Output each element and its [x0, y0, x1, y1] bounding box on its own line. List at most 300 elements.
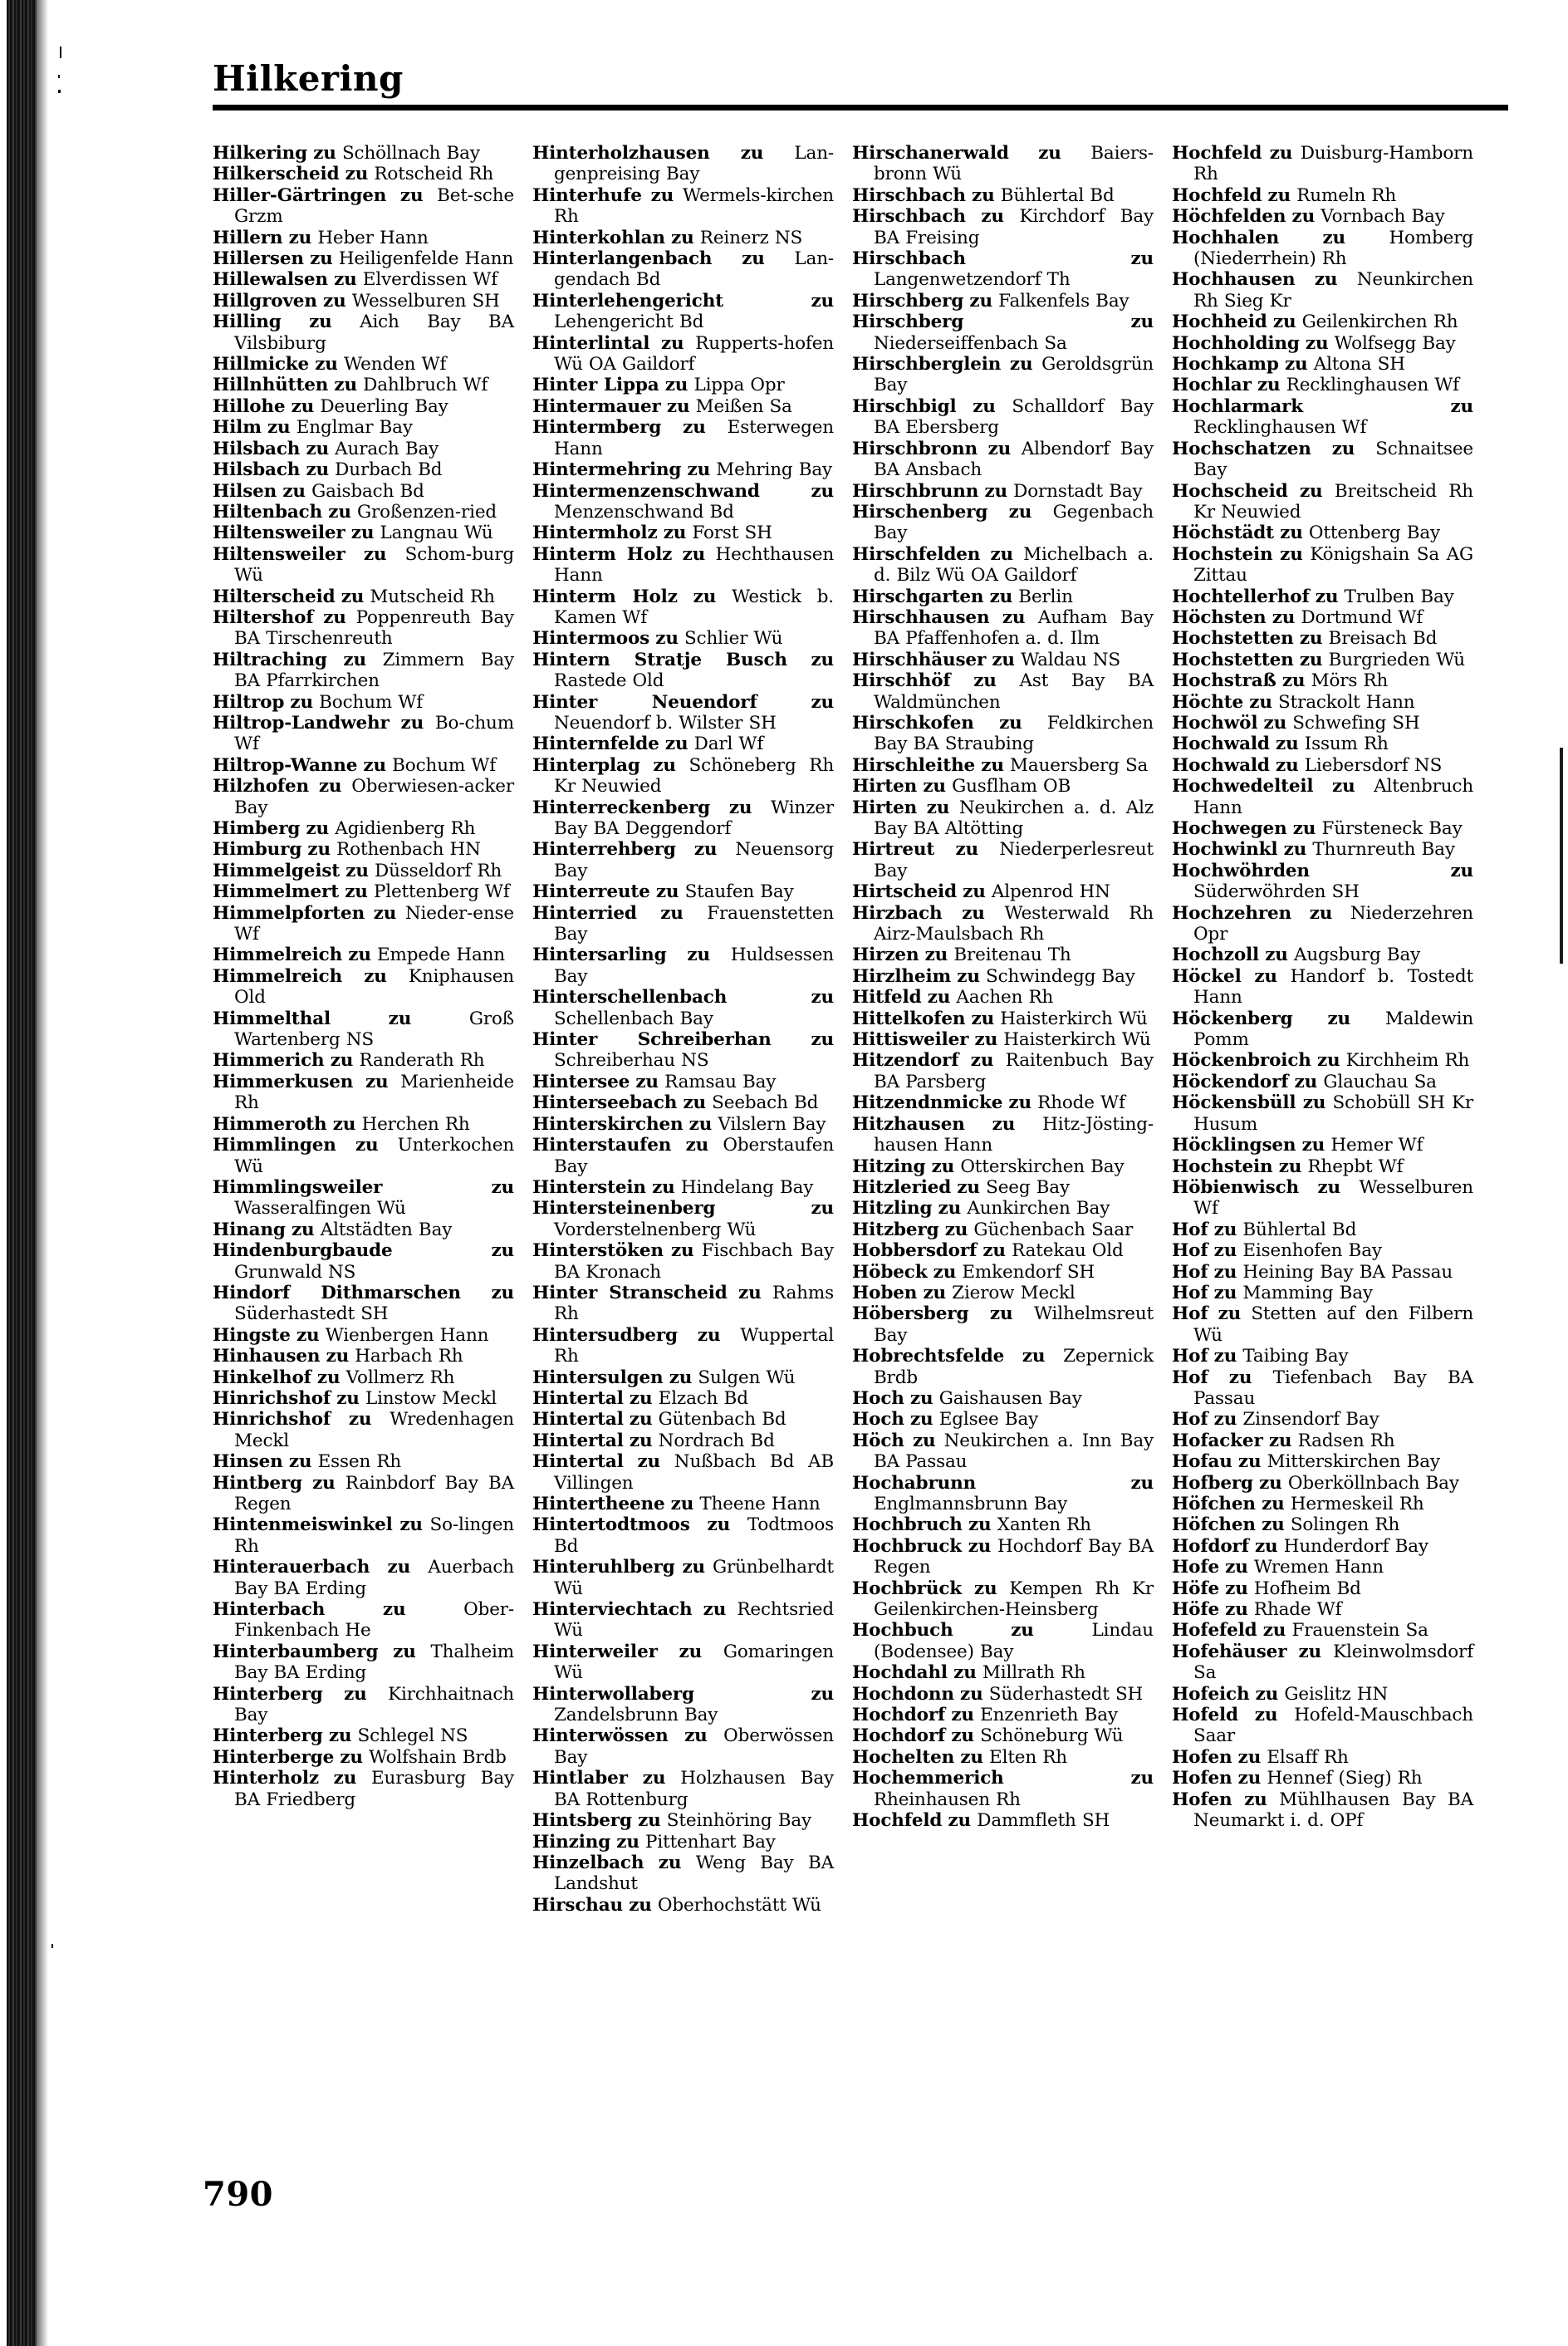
- entry-target: Steinhöring Bay: [666, 1810, 812, 1832]
- entry-relation-word: zu: [400, 712, 424, 734]
- entry-relation-word: zu: [683, 1092, 706, 1114]
- entry-headword: Hintermoos: [532, 628, 650, 650]
- entry-target: Neukirchen a. Inn Bay BA Passau: [874, 1430, 1154, 1473]
- entry-relation-word: zu: [334, 375, 357, 396]
- entry-target: Holzhausen Bay BA Rottenburg: [554, 1768, 835, 1810]
- entry-relation-word: zu: [1218, 1303, 1242, 1325]
- entry-target: Stetten auf den Filbern Wü: [1193, 1303, 1474, 1346]
- entry-relation-word: zu: [1130, 312, 1154, 333]
- entry-headword: Höfchen: [1172, 1494, 1256, 1514]
- entry-headword: Hinter Schreiberhan: [532, 1029, 772, 1051]
- entry-target: Aich Bay BA Vilsbiburg: [234, 312, 514, 354]
- index-entry: [532, 1684, 834, 1726]
- index-entry: [532, 185, 834, 228]
- entry-headword: Hofacker: [1172, 1430, 1263, 1451]
- index-entry: [1172, 1705, 1473, 1747]
- index-entry: [532, 692, 834, 734]
- index-entry: [213, 228, 514, 248]
- entry-target: Wesselburen SH: [351, 290, 500, 312]
- entry-relation-word: zu: [1299, 649, 1323, 670]
- index-entry: [1172, 1747, 1473, 1768]
- entry-target: Lan-gendach Bd: [554, 248, 835, 291]
- entry-target: Pittenhart Bay: [645, 1831, 776, 1853]
- entry-headword: Hirschbach: [852, 248, 966, 270]
- entry-headword: Hinterried: [532, 902, 637, 924]
- entry-headword: Hochdorf: [852, 1725, 946, 1747]
- entry-relation-word: zu: [323, 606, 346, 628]
- entry-relation-word: zu: [1309, 902, 1333, 924]
- entry-relation-word: zu: [909, 1387, 933, 1409]
- index-entry: [532, 544, 834, 586]
- index-entry: [213, 1135, 514, 1177]
- entry-target: Wremen Hann: [1253, 1557, 1384, 1578]
- entry-headword: Höbienwisch: [1172, 1176, 1300, 1198]
- entry-target: Schwindegg Bay: [986, 965, 1135, 987]
- index-entry: [1172, 903, 1473, 945]
- index-entry: [1172, 755, 1473, 776]
- entry-target: Meißen Sa: [695, 395, 792, 417]
- index-entry: [1172, 1135, 1473, 1156]
- header-rule: [213, 105, 1508, 110]
- entry-headword: Hintsberg: [532, 1810, 632, 1832]
- entry-headword: Hinterskirchen: [532, 1113, 684, 1135]
- entry-target: Waldau NS: [1021, 649, 1120, 670]
- entry-relation-word: zu: [388, 1008, 412, 1029]
- index-entry: [1172, 1431, 1473, 1451]
- index-entry: [1172, 375, 1473, 395]
- entry-relation-word: zu: [1130, 1472, 1154, 1494]
- entry-headword: Hitzhausen: [852, 1113, 965, 1135]
- entry-relation-word: zu: [326, 1346, 350, 1367]
- entry-target: Breisach Bd: [1328, 628, 1438, 650]
- entry-relation-word: zu: [951, 1705, 974, 1726]
- entry-target: Rheinhausen Rh: [874, 1789, 1021, 1810]
- entry-headword: Hof: [1172, 1367, 1208, 1388]
- index-entry: [532, 143, 834, 185]
- index-entry: [852, 1388, 1154, 1409]
- entry-headword: Höfchen: [1172, 1514, 1256, 1536]
- entry-headword: Hirzbach: [852, 902, 943, 924]
- index-entry: [1172, 776, 1473, 818]
- index-entry: [1172, 1642, 1473, 1684]
- entry-relation-word: zu: [1302, 1092, 1326, 1114]
- entry-relation-word: zu: [652, 1176, 675, 1198]
- entry-target: Dahlbruch Wf: [363, 375, 488, 396]
- index-entry: [1172, 1303, 1473, 1346]
- entry-target: Auerbach Bay BA Erding: [234, 1557, 515, 1599]
- entry-target: Schnaitsee Bay: [1193, 438, 1473, 481]
- index-entry: [213, 185, 514, 228]
- entry-relation-word: zu: [267, 417, 291, 439]
- entry-target: Mauersberg Sa: [1010, 754, 1149, 776]
- entry-target: Altstädten Bay: [320, 1219, 453, 1240]
- entry-relation-word: zu: [345, 860, 369, 881]
- entry-headword: Hirschleithe: [852, 754, 976, 776]
- entry-relation-word: zu: [1450, 395, 1473, 417]
- entry-relation-word: zu: [1225, 1578, 1248, 1599]
- entry-headword: Hirschanerwald: [852, 143, 1009, 164]
- entry-relation-word: zu: [387, 1557, 411, 1578]
- index-entry: [213, 776, 514, 818]
- scan-gutter-shadow: [37, 0, 48, 2346]
- index-entry: [1172, 544, 1473, 586]
- entry-target: Gomaringen Wü: [554, 1641, 834, 1684]
- index-entry: [852, 1662, 1154, 1683]
- entry-target: Wasseralfingen Wü: [234, 1198, 406, 1220]
- index-entry: [852, 903, 1154, 945]
- entry-relation-word: zu: [948, 1810, 972, 1832]
- index-entry: [1172, 1009, 1473, 1051]
- entry-headword: Hirschberg: [852, 312, 964, 333]
- index-entry: [213, 1725, 514, 1746]
- entry-relation-word: zu: [365, 1071, 389, 1092]
- entry-headword: Hiltensweiler: [213, 543, 345, 565]
- entry-headword: Höbersberg: [852, 1303, 969, 1325]
- index-entry: [213, 607, 514, 650]
- entry-headword: Hillewalsen: [213, 269, 328, 291]
- index-entry: [213, 881, 514, 902]
- entry-headword: Hirschhausen: [852, 606, 990, 628]
- index-entry: [1172, 396, 1473, 439]
- entry-target: Gusflham OB: [952, 776, 1071, 798]
- index-entry: [532, 396, 834, 417]
- entry-target: Altona SH: [1313, 354, 1405, 375]
- index-entry: [532, 755, 834, 798]
- entry-relation-word: zu: [1276, 734, 1299, 755]
- index-entry: [213, 1768, 514, 1810]
- index-entry: [1172, 1367, 1473, 1410]
- entry-target: Elsaff Rh: [1267, 1746, 1349, 1768]
- entry-relation-word: zu: [292, 1219, 315, 1240]
- entry-relation-word: zu: [962, 902, 985, 924]
- entry-relation-word: zu: [1269, 143, 1293, 164]
- index-entry: [213, 1599, 514, 1642]
- entry-relation-word: zu: [629, 1387, 653, 1409]
- entry-relation-word: zu: [1316, 1050, 1340, 1072]
- entry-headword: Hinterholz: [213, 1768, 319, 1789]
- entry-headword: Hintersteinenberg: [532, 1198, 716, 1220]
- entry-headword: Hochdahl: [852, 1662, 948, 1684]
- entry-relation-word: zu: [1237, 1451, 1262, 1473]
- entry-headword: Hiltraching: [213, 649, 327, 670]
- entry-target: Elverdissen Wf: [362, 269, 498, 291]
- index-entry: [1172, 1789, 1473, 1832]
- entry-target: Zimmern Bay BA Pfarrkirchen: [234, 649, 515, 692]
- entry-target: Aurach Bay: [335, 438, 439, 459]
- entry-target: Breitscheid Rh Kr Neuwied: [1193, 480, 1473, 523]
- entry-headword: Hinsen: [213, 1451, 283, 1473]
- entry-target: Schöneburg Wü: [980, 1725, 1124, 1747]
- entry-headword: Hirschbrunn: [852, 480, 979, 502]
- index-entry: [852, 1514, 1154, 1535]
- entry-headword: Höckenberg: [1172, 1008, 1293, 1029]
- entry-target: Bo-chum Wf: [234, 712, 514, 755]
- entry-headword: Höfe: [1172, 1599, 1219, 1621]
- index-entry: [1172, 1262, 1473, 1283]
- entry-target: Otterskirchen Bay: [960, 1156, 1125, 1177]
- index-entry: [532, 1114, 834, 1135]
- entry-relation-word: zu: [664, 375, 688, 396]
- entry-relation-word: zu: [1294, 1071, 1318, 1092]
- entry-headword: Hirten: [852, 797, 918, 818]
- entry-headword: Hiltrop: [213, 691, 285, 713]
- index-entry: [213, 439, 514, 459]
- entry-relation-word: zu: [635, 1071, 659, 1092]
- index-entry: [1172, 734, 1473, 754]
- index-entry: [213, 1514, 514, 1557]
- entry-target: Wolfsegg Bay: [1334, 332, 1456, 354]
- entry-relation-word: zu: [290, 691, 313, 713]
- entry-headword: Hinhausen: [213, 1346, 321, 1367]
- entry-target: Groß Wartenberg NS: [234, 1008, 514, 1051]
- entry-relation-word: zu: [909, 1409, 933, 1431]
- index-entry: [213, 1325, 514, 1346]
- entry-relation-word: zu: [288, 227, 312, 248]
- index-entry: [1172, 966, 1473, 1009]
- entry-headword: Hillohe: [213, 395, 286, 417]
- entry-headword: Hintermenzenschwand: [532, 480, 760, 502]
- index-entry: [213, 755, 514, 776]
- entry-relation-word: zu: [1280, 523, 1303, 544]
- entry-relation-word: zu: [1268, 1430, 1292, 1451]
- index-entry: [532, 375, 834, 395]
- entry-relation-word: zu: [968, 1535, 992, 1557]
- index-entry: [213, 861, 514, 881]
- entry-headword: Hindorf Dithmarschen: [213, 1282, 461, 1303]
- entry-target: Mörs Rh: [1311, 670, 1389, 692]
- entry-relation-word: zu: [399, 184, 424, 206]
- entry-headword: Hinterberg: [213, 1725, 323, 1747]
- entry-headword: Hinterkohlan: [532, 227, 665, 248]
- entry-relation-word: zu: [1301, 1135, 1325, 1156]
- entry-target: Hechthausen Hann: [554, 543, 835, 586]
- entry-relation-word: zu: [926, 797, 950, 818]
- entry-relation-word: zu: [1292, 818, 1316, 839]
- entry-relation-word: zu: [1228, 1367, 1252, 1388]
- entry-headword: Hittelkofen: [852, 1008, 966, 1029]
- index-entry: [213, 1367, 514, 1388]
- entry-target: Ober-Finkenbach He: [234, 1599, 515, 1642]
- entry-target: Geroldsgrün Bay: [874, 354, 1154, 396]
- entry-relation-word: zu: [981, 206, 1004, 228]
- entry-target: Grünbelhardt Wü: [554, 1557, 834, 1599]
- index-entry: [532, 1388, 834, 1409]
- entry-headword: Hochelten: [852, 1746, 955, 1768]
- entry-relation-word: zu: [682, 1557, 706, 1578]
- index-entry: [532, 1853, 834, 1895]
- entry-headword: Hinang: [213, 1219, 286, 1240]
- entry-headword: Hirschbronn: [852, 438, 978, 459]
- index-entry: [1172, 1409, 1473, 1430]
- entry-relation-word: zu: [811, 1198, 834, 1220]
- entry-target: Bochum Wf: [319, 691, 424, 713]
- index-entry: [1172, 1599, 1473, 1620]
- entry-target: Xanten Rh: [997, 1514, 1091, 1536]
- entry-relation-word: zu: [973, 395, 996, 417]
- index-entry: [852, 396, 1154, 439]
- entry-relation-word: zu: [666, 395, 690, 417]
- index-column: [1172, 143, 1473, 2137]
- entry-relation-word: zu: [963, 881, 986, 903]
- entry-headword: Hirschberglein: [852, 354, 1002, 375]
- entry-headword: Hochlarmark: [1172, 395, 1304, 417]
- index-entry: [852, 966, 1154, 987]
- entry-relation-word: zu: [491, 1282, 514, 1303]
- index-entry: [213, 1473, 514, 1515]
- entry-target: Menzenschwand Bd: [554, 501, 734, 523]
- entry-relation-word: zu: [1008, 1092, 1031, 1114]
- entry-relation-word: zu: [811, 290, 834, 312]
- entry-target: Schalldorf Bay BA Ebersberg: [874, 395, 1154, 439]
- entry-relation-word: zu: [1009, 354, 1033, 375]
- entry-headword: Hingste: [213, 1324, 291, 1346]
- entry-target: Zandelsbrunn Bay: [554, 1705, 718, 1726]
- scan-speck: [58, 75, 60, 78]
- entry-headword: Hinterplag: [532, 754, 640, 776]
- index-entry: [1172, 1240, 1473, 1261]
- entry-relation-word: zu: [969, 290, 992, 312]
- entry-headword: Hinterviechtach: [532, 1599, 693, 1621]
- entry-relation-word: zu: [957, 1176, 980, 1198]
- entry-target: Schellenbach Bay: [554, 1008, 713, 1029]
- entry-target: Schlegel NS: [357, 1725, 468, 1747]
- index-entry: [1172, 839, 1473, 860]
- entry-target: Schom-burg Wü: [234, 543, 514, 586]
- entry-target: Liebersdorf NS: [1304, 754, 1443, 776]
- entry-relation-word: zu: [1213, 1409, 1237, 1431]
- entry-relation-word: zu: [728, 797, 752, 818]
- entry-target: Reinerz NS: [699, 227, 803, 248]
- entry-target: Rothenbach HN: [336, 839, 481, 861]
- entry-relation-word: zu: [629, 1409, 653, 1431]
- index-entry: [852, 1029, 1154, 1050]
- entry-headword: Hofdorf: [1172, 1535, 1249, 1557]
- index-entry: [213, 1557, 514, 1599]
- entry-relation-word: zu: [655, 628, 679, 650]
- entry-headword: Hirschgarten: [852, 586, 984, 607]
- entry-relation-word: zu: [1257, 375, 1281, 396]
- entry-headword: Hilzhofen: [213, 776, 310, 798]
- entry-target: Frauenstein Sa: [1291, 1620, 1428, 1642]
- index-entry: [532, 1240, 834, 1283]
- entry-headword: Höfe: [1172, 1578, 1219, 1599]
- index-entry: [1172, 945, 1473, 965]
- entry-target: Durbach Bd: [335, 459, 443, 481]
- entry-relation-word: zu: [973, 1578, 997, 1599]
- entry-headword: Hiltrop-Landwehr: [213, 712, 390, 734]
- index-entry: [1172, 206, 1473, 227]
- entry-relation-word: zu: [316, 1367, 341, 1388]
- entry-relation-word: zu: [288, 1451, 312, 1473]
- entry-relation-word: zu: [1265, 945, 1288, 966]
- scan-speck: [1560, 748, 1563, 964]
- index-entry: [852, 502, 1154, 544]
- entry-target: Fischbach Bay BA Kronach: [554, 1240, 834, 1283]
- index-entry: [1172, 1283, 1473, 1303]
- entry-relation-word: zu: [697, 1324, 721, 1346]
- entry-headword: Hirzlheim: [852, 965, 952, 987]
- index-entry: [1172, 1536, 1473, 1557]
- entry-headword: Hinterreckenberg: [532, 797, 711, 818]
- entry-relation-word: zu: [291, 395, 315, 417]
- index-entry: [532, 1557, 834, 1599]
- entry-relation-word: zu: [1327, 1008, 1350, 1029]
- entry-headword: Hindenburgbaude: [213, 1240, 393, 1262]
- entry-relation-word: zu: [629, 1894, 652, 1916]
- entry-target: Enzenrieth Bay: [980, 1705, 1118, 1726]
- entry-target: Aufham Bay BA Pfaffenhofen a. d. Ilm: [874, 606, 1154, 650]
- entry-target: Westerwald Rh Airz-Maulsbach Rh: [874, 902, 1154, 945]
- entry-target: Hitz-Jösting-hausen Hann: [874, 1113, 1154, 1156]
- entry-headword: Hiltrop-Wanne: [213, 754, 358, 776]
- entry-target: Agidienberg Rh: [335, 818, 476, 839]
- entry-target: Randerath Rh: [359, 1050, 485, 1072]
- entry-target: Wesselburen Wf: [1193, 1176, 1473, 1220]
- entry-relation-word: zu: [1331, 438, 1355, 459]
- entry-headword: Hintermberg: [532, 417, 662, 439]
- index-entry: [852, 1409, 1154, 1430]
- entry-headword: Hinrichshof: [213, 1387, 331, 1409]
- entry-target: Wuppertal Rh: [554, 1324, 834, 1367]
- entry-relation-word: zu: [355, 1135, 379, 1156]
- index-entry: [852, 1156, 1154, 1177]
- entry-relation-word: zu: [989, 1303, 1013, 1325]
- entry-headword: Höchsten: [1172, 606, 1267, 628]
- index-entry: [1172, 692, 1473, 713]
- entry-target: Weng Bay BA Landshut: [554, 1852, 834, 1895]
- entry-relation-word: zu: [341, 586, 365, 607]
- entry-headword: Himmerkusen: [213, 1071, 354, 1092]
- entry-target: Nordrach Bd: [658, 1430, 775, 1451]
- entry-headword: Hinterlintal: [532, 332, 650, 354]
- entry-target: Thalheim Bay BA Erding: [234, 1641, 514, 1684]
- entry-target: Schobüll SH Kr Husum: [1193, 1092, 1474, 1135]
- index-entry: [532, 228, 834, 248]
- index-entry: [532, 1494, 834, 1514]
- entry-target: Niederzehren Opr: [1193, 902, 1473, 945]
- entry-headword: Hinteruhlberg: [532, 1557, 675, 1578]
- entry-target: Oberwiesen-acker Bay: [234, 776, 515, 818]
- entry-target: Schöllnach Bay: [341, 143, 480, 164]
- entry-relation-word: zu: [315, 354, 338, 375]
- entry-relation-word: zu: [282, 480, 306, 502]
- index-entry: [213, 1114, 514, 1135]
- entry-headword: Hilsbach: [213, 459, 301, 481]
- entry-headword: Hofeich: [1172, 1683, 1250, 1705]
- entry-headword: Hinterschellenbach: [532, 987, 728, 1009]
- index-entry: [852, 839, 1154, 881]
- entry-target: Heining Bay BA Passau: [1242, 1261, 1453, 1283]
- index-entry: [852, 650, 1154, 670]
- entry-headword: Hilm: [213, 417, 262, 439]
- entry-target: Darl Wf: [693, 734, 764, 755]
- entry-target: Frauenstetten Bay: [554, 902, 835, 945]
- index-entry: [1172, 861, 1473, 903]
- entry-target: Oberhochstätt Wü: [657, 1894, 821, 1916]
- entry-target: Kirchdorf Bay BA Freising: [874, 206, 1154, 248]
- entry-headword: Hochschatzen: [1172, 438, 1311, 459]
- entry-relation-word: zu: [336, 1387, 360, 1409]
- entry-relation-word: zu: [968, 1514, 992, 1536]
- entry-target: Tiefenbach Bay BA Passau: [1193, 1367, 1474, 1409]
- entry-relation-word: zu: [707, 1514, 731, 1536]
- entry-headword: Hofe: [1172, 1557, 1219, 1578]
- entry-relation-word: zu: [382, 1599, 406, 1621]
- entry-target: Michelbach a. d. Bilz Wü OA Gaildorf: [874, 543, 1154, 586]
- index-entry: [852, 670, 1154, 713]
- entry-target: Herchen Rh: [361, 1113, 470, 1135]
- entry-relation-word: zu: [811, 691, 834, 713]
